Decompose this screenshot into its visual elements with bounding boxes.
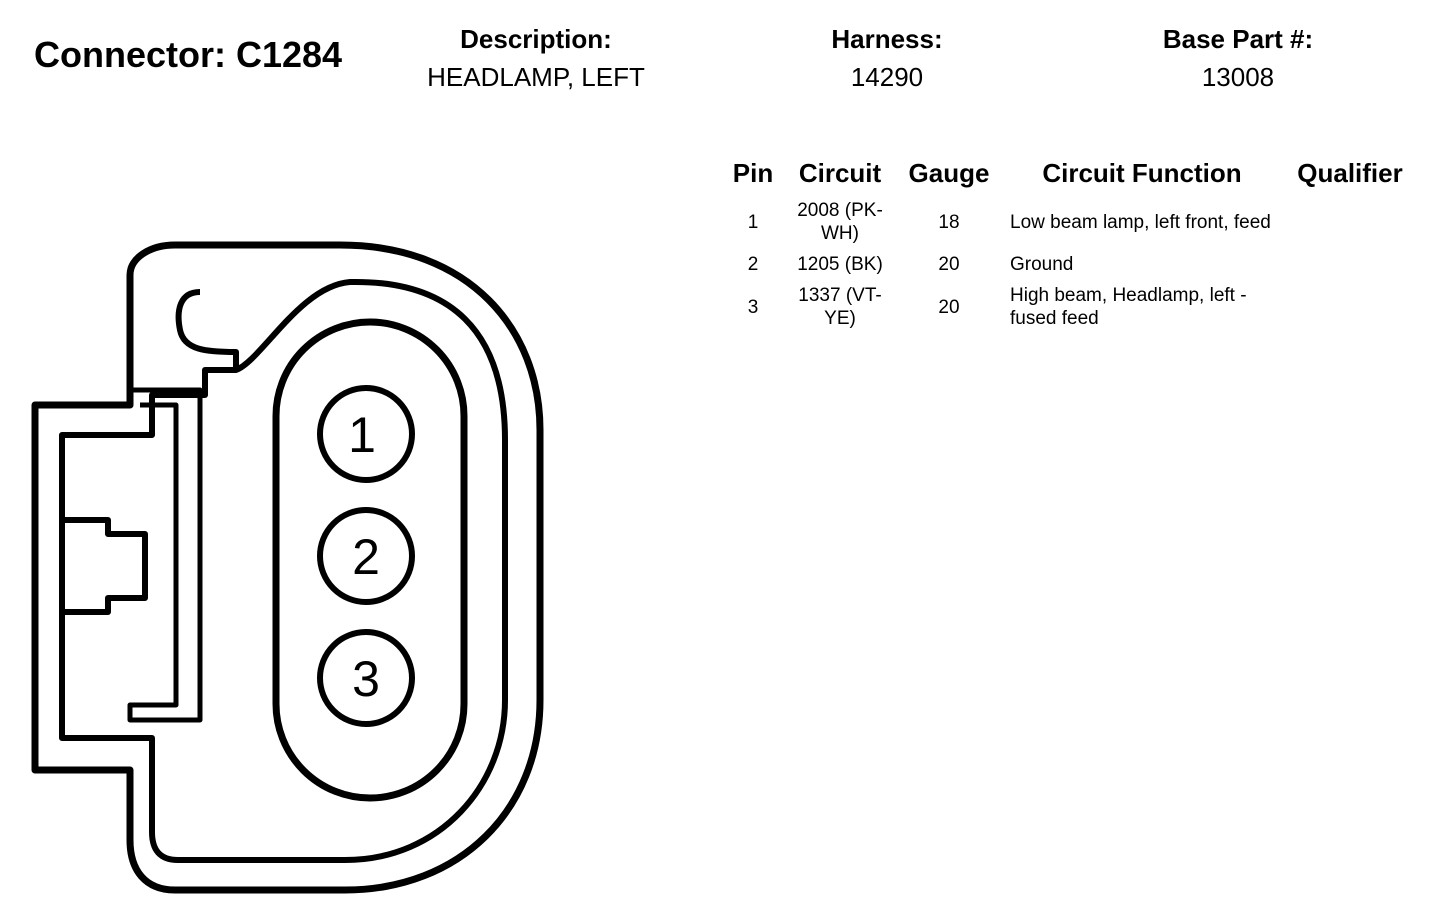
column-header-pin: Pin xyxy=(732,158,774,188)
cell-circuit-function: Ground xyxy=(1010,254,1074,275)
pin-3 xyxy=(320,632,412,724)
pin-1 xyxy=(320,388,412,480)
table-row xyxy=(722,249,1418,280)
harness-value: 14290 xyxy=(850,62,924,92)
column-header-circuit-function: Circuit Function xyxy=(1042,158,1242,188)
cell-qualifier xyxy=(1282,280,1418,334)
pin-2-label: 2 xyxy=(352,529,380,585)
base-part-value: 13008 xyxy=(1201,62,1275,92)
cell-circuit: 2008 (PK-WH) xyxy=(797,200,883,244)
column-header-gauge: Gauge xyxy=(908,158,990,188)
cell-gauge: 20 xyxy=(938,254,960,275)
cell-pin: 1 xyxy=(747,211,759,233)
harness-block xyxy=(831,24,942,92)
base-part-block xyxy=(1163,24,1313,92)
cell-pin: 2 xyxy=(747,254,759,275)
pin-2 xyxy=(320,510,412,602)
cell-qualifier xyxy=(1282,195,1418,249)
connector-key-notch xyxy=(62,520,145,612)
base-part-label: Base Part #: xyxy=(1162,24,1314,54)
description-value: HEADLAMP, LEFT xyxy=(427,62,645,92)
cell-circuit-function: High beam, Headlamp, left - fused feed xyxy=(1010,285,1247,329)
harness-label: Harness: xyxy=(831,24,943,54)
cell-gauge: 18 xyxy=(938,211,960,233)
connector-latch xyxy=(130,390,200,720)
pin-3-label: 3 xyxy=(352,651,380,707)
cell-circuit: 1337 (VT-YE) xyxy=(798,285,882,329)
column-header-circuit: Circuit xyxy=(798,158,882,188)
description-label: Description: xyxy=(460,24,612,54)
cell-pin: 3 xyxy=(747,296,759,318)
table-row xyxy=(722,280,1418,334)
connector-title: Connector: C1284 xyxy=(34,34,343,75)
cell-circuit-function: Low beam lamp, left front, feed xyxy=(1010,211,1271,233)
table-header-row xyxy=(722,158,1418,195)
cell-qualifier xyxy=(1282,249,1418,280)
cell-circuit: 1205 (BK) xyxy=(797,254,883,275)
column-header-qualifier: Qualifier xyxy=(1297,158,1403,188)
connector-face-diagram xyxy=(0,0,600,918)
table-row xyxy=(722,195,1418,249)
cell-gauge: 20 xyxy=(938,296,960,318)
pin-1-label: 1 xyxy=(348,407,376,463)
pin-table xyxy=(722,158,1418,334)
